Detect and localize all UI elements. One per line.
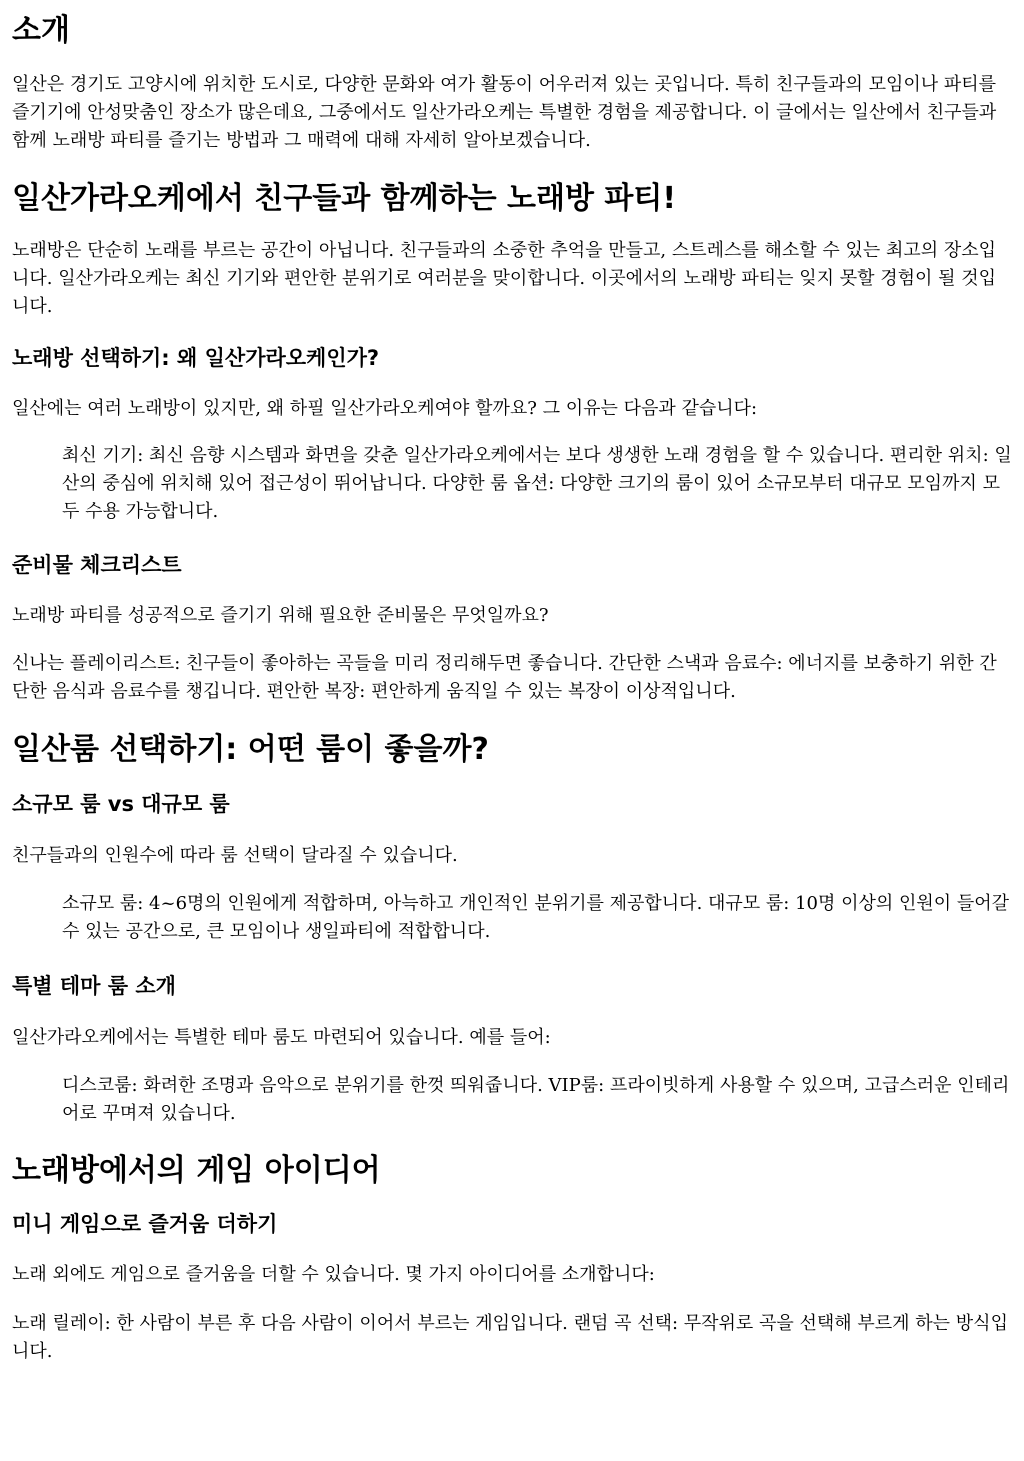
checklist-intro: 노래방 파티를 성공적으로 즐기기 위해 필요한 준비물은 무엇일까요? [12,605,549,626]
theme-room-intro: 일산가라오케에서는 특별한 테마 룸도 마련되어 있습니다. 예를 들어: [12,1027,551,1048]
mini-games-intro: 노래 외에도 게임으로 즐거움을 더할 수 있습니다. 몇 가지 아이디어를 소개합니다: [12,1264,655,1285]
subheading-mini-games: 미니 게임으로 즐거움 더하기 [12,1212,278,1236]
why-ilsan-intro: 일산에는 여러 노래방이 있지만, 왜 하필 일산가라오케여야 할까요? 그 이유는 다음과 같습니다: [12,398,758,419]
room-size-quote: 소규모 룸: 4~6명의 인원에게 적합하며, 아늑하고 개인적인 분위기를 제공합니다. 대규모 룸: 10명 이상의 인원이 들어갈 수 있는 공간으로, 큰 모임이나 생일파티에 적합합니다. [62,893,1010,942]
theme-room-quote: 디스코룸: 화려한 조명과 음악으로 분위기를 한껏 띄워줍니다. VIP룸: 프라이빗하게 사용할 수 있으며, 고급스러운 인테리어로 꾸며져 있습니다. [62,1075,1010,1124]
subheading-checklist: 준비물 체크리스트 [12,553,182,577]
intro-paragraph: 일산은 경기도 고양시에 위치한 도시로, 다양한 문화와 여가 활동이 어우러져 있는 곳입니다. 특히 친구들과의 모임이나 파티를 즐기기에 안성맞춤인 장소가 많은데요, 그중에서도 일산가라오케는 특별한 경험을 제공합니다. 이 글에서는 일산에서 친구들과 함께 노래방 파티를 즐기는 방법과 그 매력에 대해 자세히 알아보겠습니다. [12,74,997,151]
party-paragraph: 노래방은 단순히 노래를 부르는 공간이 아닙니다. 친구들과의 소중한 추억을 만들고, 스트레스를 해소할 수 있는 최고의 장소입니다. 일산가라오케는 최신 기기와 편안한 분위기로 여러분을 맞이합니다. 이곳에서의 노래방 파티는 잊지 못할 경험이 될 것입니다. [12,240,997,317]
document-page [0,13,1024,1366]
subheading-theme-room: 특별 테마 룸 소개 [12,974,176,998]
room-size-intro: 친구들과의 인원수에 따라 룸 선택이 달라질 수 있습니다. [12,845,458,866]
subheading-why-ilsan: 노래방 선택하기: 왜 일산가라오케인가? [12,346,380,370]
section-heading-intro: 소개 [12,13,70,48]
subheading-room-size: 소규모 룸 vs 대규모 룸 [12,792,230,816]
section-heading-room: 일산룸 선택하기: 어떤 룸이 좋을까? [12,732,489,767]
checklist-body: 신나는 플레이리스트: 친구들이 좋아하는 곡들을 미리 정리해두면 좋습니다. 간단한 스낵과 음료수: 에너지를 보충하기 위한 간단한 음식과 음료수를 챙깁니다. 편안한 복장: 편안하게 움직일 수 있는 복장이 이상적입니다. [12,653,997,702]
section-heading-party: 일산가라오케에서 친구들과 함께하는 노래방 파티! [12,181,677,216]
section-heading-games: 노래방에서의 게임 아이디어 [12,1153,381,1188]
mini-games-body: 노래 릴레이: 한 사람이 부른 후 다음 사람이 이어서 부르는 게임입니다. 랜덤 곡 선택: 무작위로 곡을 선택해 부르게 하는 방식입니다. [12,1313,1008,1362]
why-ilsan-quote: 최신 기기: 최신 음향 시스템과 화면을 갖춘 일산가라오케에서는 보다 생생한 노래 경험을 할 수 있습니다. 편리한 위치: 일산의 중심에 위치해 있어 접근성이 뛰어납니다. 다양한 룸 옵션: 다양한 크기의 룸이 있어 소규모부터 대규모 모임까지 모두 수용 가능합니다. [62,445,1012,522]
